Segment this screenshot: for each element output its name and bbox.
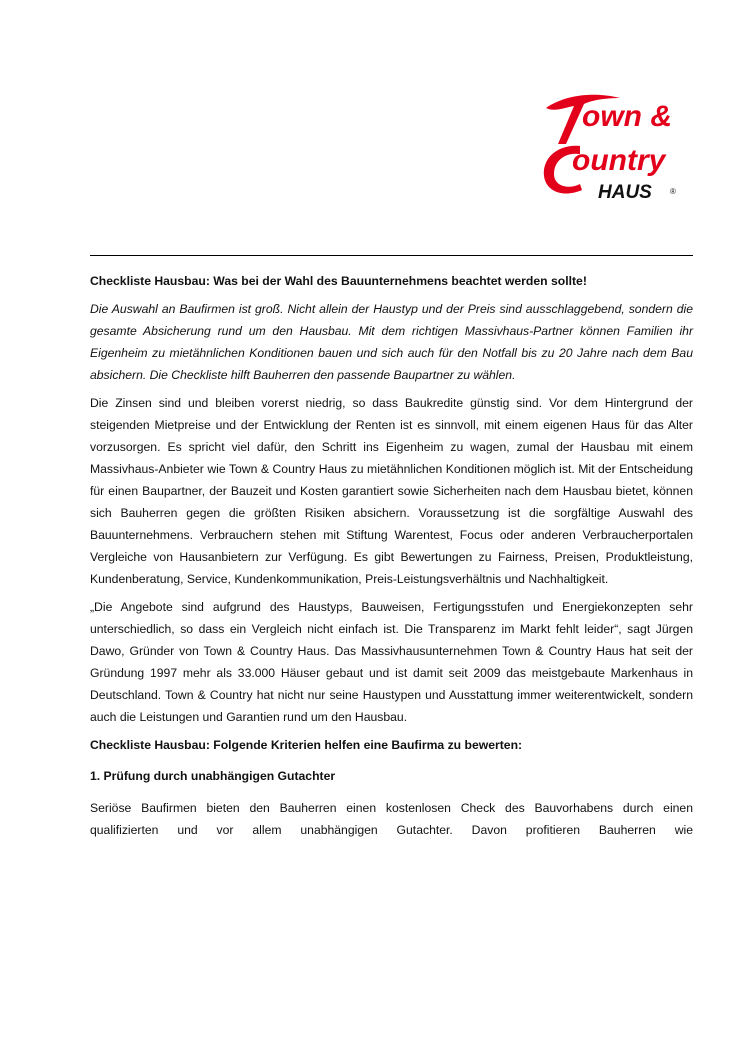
company-logo [536,86,700,206]
body-paragraph-2: „Die Angebote sind aufgrund des Haustyps, Bauweisen, Fertigungsstufen und Energiekonzepten sehr unterschiedlich, so dass ein Vergleich nicht einfach ist. Die Transparenz im Markt fehlt leider“, sagt Jürgen Dawo, Gründer von Town & Country Haus. Das Massivhausunternehmen Town & Country Haus hat seit der Gründung 1997 mehr als 33.000 Häuser gebaut und ist damit seit 2009 das meistgebaute Markenhaus in Deutschland. Town & Country hat nicht nur seine Haustypen und Ausstattung immer weiterentwickelt, sondern auch die Leistungen und Garantien rund um den Hausbau. [90,600,693,724]
logo-line3: HAUS [598,182,652,203]
logo-line1: own & [582,100,672,133]
document-heading: Checkliste Hausbau: Was bei der Wahl des Bauunternehmens beachtet werden sollte! [90,274,587,288]
logo-line2: ountry [572,144,666,177]
checklist-item-1-heading: 1. Prüfung durch unabhängigen Gutachter [90,769,336,783]
town-country-logo-icon [536,86,700,206]
document-body [90,270,693,847]
checklist-item-1-text: Seriöse Baufirmen bieten den Bauherren einen kostenlosen Check des Bauvorhabens durch einen qualifizierten und vor allem unabhängigen Gutachter. Davon profitieren Bauherren wie [90,801,693,837]
registered-mark: ® [670,187,676,196]
lead-paragraph: Die Auswahl an Baufirmen ist groß. Nicht allein der Haustyp und der Preis sind ausschlaggebend, sondern die gesamte Absicherung rund um den Hausbau. Mit dem richtigen Massivhaus-Partner können Familien ihr Eigenheim zu mietähnlichen Konditionen bauen und sich auch für den Notfall bis zu 20 Jahre nach dem Bau absichern. Die Checkliste hilft Bauherren den passende Baupartner zu wählen. [90,302,693,382]
body-paragraph-1: Die Zinsen sind und bleiben vorerst niedrig, so dass Baukredite günstig sind. Vor dem Hintergrund der steigenden Mietpreise und der Entwicklung der Renten ist es sinnvoll, mit einem eigenen Haus für das Alter vorzusorgen. Es spricht viel dafür, den Schritt ins Eigenheim zu wagen, zumal der Hausbau mit einem Massivhaus-Anbieter wie Town & Country Haus zu mietähnlichen Konditionen möglich ist. Mit der Entscheidung für einen Baupartner, der Bauzeit und Kosten garantiert sowie Sicherheiten nach dem Hausbau bietet, können sich Bauherren gegen die größten Risiken absichern. Voraussetzung ist die sorgfältige Auswahl des Bauunternehmens. Verbrauchern stehen mit Stiftung Warentest, Focus oder anderen Verbraucherportalen Vergleiche von Hausanbietern zur Verfügung. Es gibt Bewertungen zu Fairness, Preisen, Produktleistung, Kundenberatung, Service, Kundenkommunikation, Preis-Leistungsverhältnis und Nachhaltigkeit. [90,396,693,586]
header-divider [90,255,693,256]
checklist-subheading: Checkliste Hausbau: Folgende Kriterien helfen eine Baufirma zu bewerten: [90,738,523,752]
